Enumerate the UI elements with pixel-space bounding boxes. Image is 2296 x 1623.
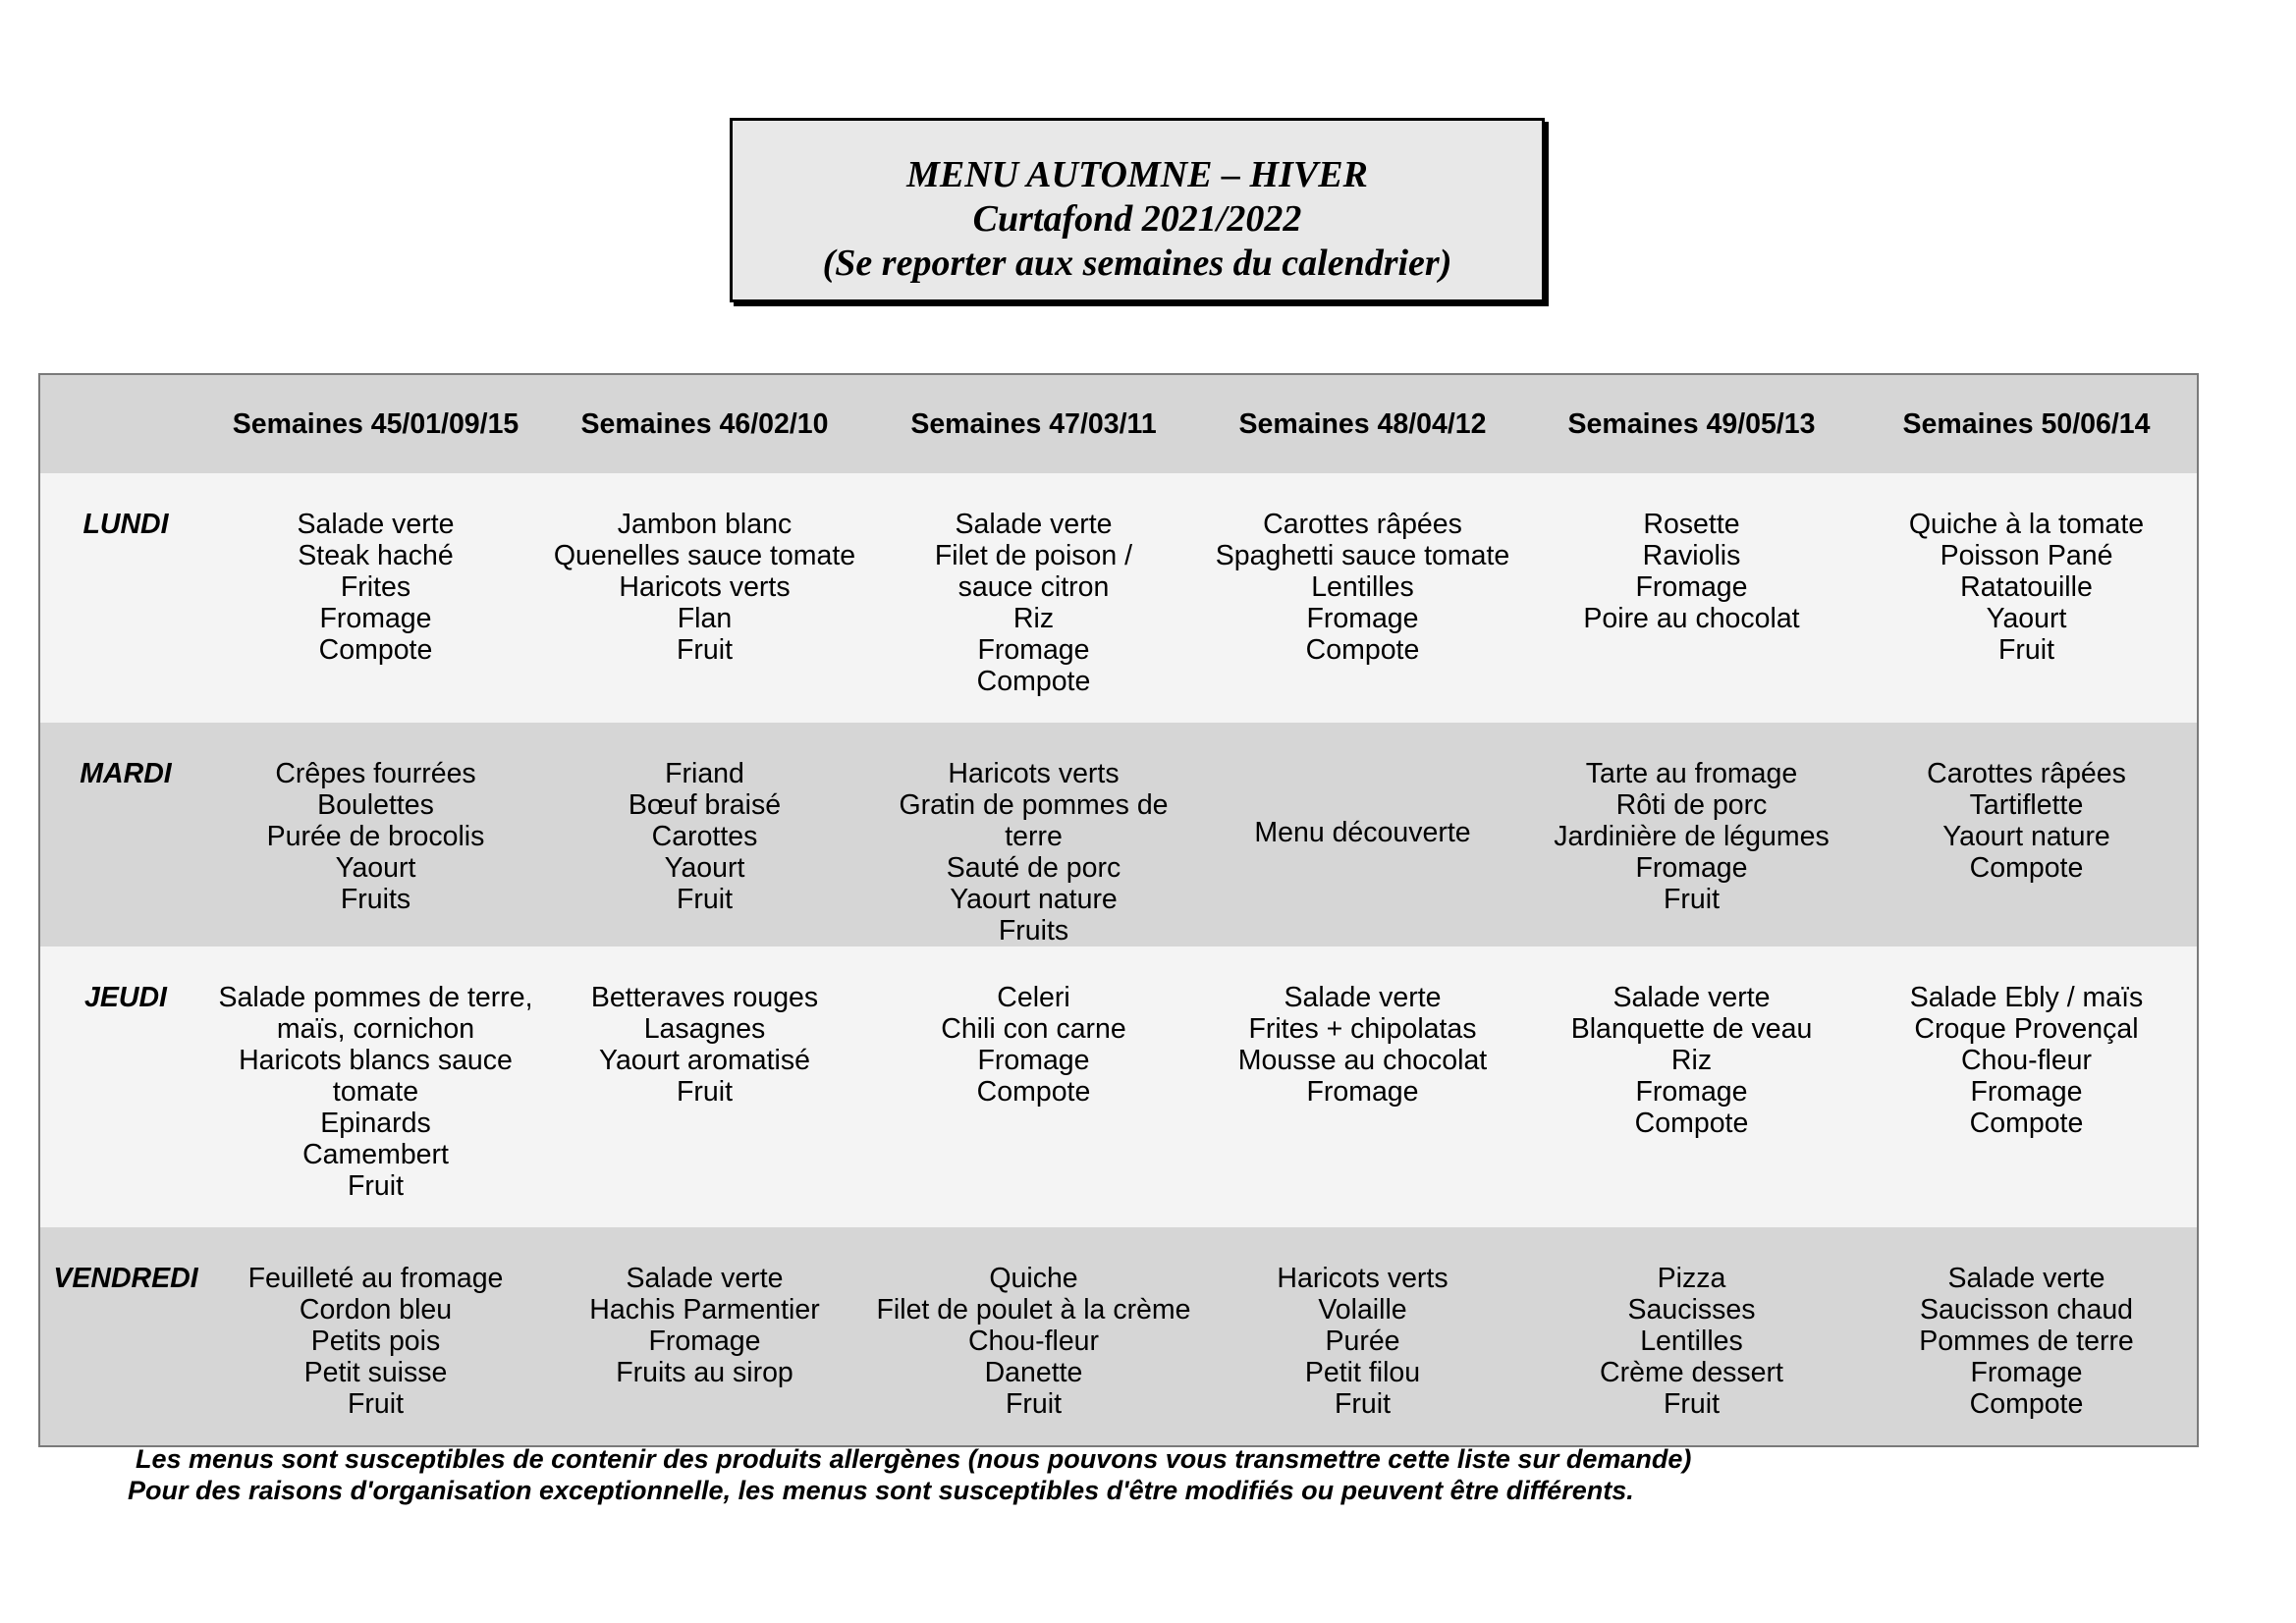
menu-items — [540, 473, 869, 666]
menu-item: Saucisses — [1627, 1294, 1756, 1325]
column-header: Semaines 47/03/11 — [869, 374, 1198, 473]
day-label — [39, 1227, 211, 1446]
menu-cell — [1527, 473, 1856, 723]
menu-item: Fruits — [340, 884, 411, 915]
menu-item: Bœuf braisé — [628, 789, 782, 821]
menu-item: Compote — [318, 634, 433, 666]
menu-cell — [1198, 723, 1527, 947]
menu-cell — [869, 473, 1198, 723]
menu-items — [1527, 1227, 1856, 1420]
column-header: Semaines 48/04/12 — [1198, 374, 1527, 473]
menu-item: Fruit — [677, 884, 733, 915]
menu-item: Fruit — [1335, 1388, 1391, 1420]
menu-items — [540, 1227, 869, 1388]
menu-item: Epinards — [320, 1108, 431, 1139]
menu-item: Gratin de pommes de — [899, 789, 1169, 821]
menu-item: Crème dessert — [1600, 1357, 1783, 1388]
menu-item: Yaourt — [664, 852, 745, 884]
day-name: LUNDI — [82, 509, 169, 540]
menu-item: Filet de poulet à la crème — [876, 1294, 1191, 1325]
menu-items — [869, 473, 1198, 697]
menu-item: Fromage — [319, 603, 432, 634]
menu-item: Poisson Pané — [1940, 540, 2113, 571]
day-name: MARDI — [80, 758, 172, 789]
menu-items — [1856, 473, 2197, 666]
menu-item: Haricots verts — [1277, 1263, 1449, 1294]
menu-item: Salade verte — [297, 509, 455, 540]
menu-cell — [211, 947, 540, 1227]
menu-items — [1198, 1227, 1527, 1420]
menu-items — [1198, 473, 1527, 666]
footnotes — [128, 1443, 1691, 1506]
menu-item: Steak haché — [298, 540, 454, 571]
menu-item: Fruit — [1998, 634, 2054, 666]
menu-item: Hachis Parmentier — [589, 1294, 820, 1325]
title-box — [730, 118, 1545, 302]
column-header: Semaines 49/05/13 — [1527, 374, 1856, 473]
menu-item: Petits pois — [310, 1325, 441, 1357]
menu-item: Salade pommes de terre, — [218, 982, 533, 1013]
menu-item: Salade verte — [626, 1263, 784, 1294]
menu-items — [1198, 947, 1527, 1108]
menu-item: Ratatouille — [1960, 571, 2093, 603]
menu-cell — [1856, 473, 2198, 723]
menu-item: Fruit — [1006, 1388, 1062, 1420]
footnote-allergens: Les menus sont susceptibles de contenir des produits allergènes (nous pouvons vous transmettre cette liste sur demande) — [136, 1444, 1692, 1474]
header-row — [39, 374, 2198, 473]
menu-item: Carottes râpées — [1263, 509, 1462, 540]
menu-cell — [1198, 947, 1527, 1227]
menu-item: Petit filou — [1304, 1357, 1421, 1388]
menu-item: Frites — [340, 571, 411, 603]
menu-cell — [1527, 1227, 1856, 1446]
menu-item: Compote — [976, 1076, 1091, 1108]
menu-item: Camembert — [302, 1139, 449, 1170]
menu-item: Yaourt — [335, 852, 416, 884]
menu-item: Compote — [1634, 1108, 1749, 1139]
menu-item: Petit suisse — [303, 1357, 448, 1388]
menu-items — [1527, 473, 1856, 634]
menu-items — [869, 947, 1198, 1108]
day-label — [39, 473, 211, 723]
menu-item: Sauté de porc — [946, 852, 1121, 884]
menu-item: Haricots verts — [619, 571, 791, 603]
menu-item: Lasagnes — [643, 1013, 766, 1045]
menu-items — [211, 1227, 540, 1420]
menu-item: tomate — [332, 1076, 419, 1108]
menu-item: Fromage — [1635, 852, 1748, 884]
menu-item: Riz — [1670, 1045, 1713, 1076]
day-label — [39, 947, 211, 1227]
table-row — [39, 1227, 2198, 1446]
menu-item: Tarte au fromage — [1585, 758, 1798, 789]
title-line-2: Curtafond 2021/2022 — [972, 197, 1302, 240]
menu-item: Salade verte — [1947, 1263, 2105, 1294]
menu-items — [1856, 1227, 2197, 1420]
menu-cell — [869, 947, 1198, 1227]
menu-item: Frites + chipolatas — [1248, 1013, 1477, 1045]
menu-cell — [869, 723, 1198, 947]
menu-item: Fromage — [977, 1045, 1090, 1076]
menu-cell — [1527, 723, 1856, 947]
menu-item: Fromage — [1970, 1357, 2083, 1388]
menu-table — [38, 373, 2199, 1447]
menu-item: Rosette — [1643, 509, 1740, 540]
menu-item: Pizza — [1657, 1263, 1726, 1294]
menu-cell — [211, 473, 540, 723]
menu-items — [1527, 947, 1856, 1139]
menu-cell — [1527, 947, 1856, 1227]
menu-item: Haricots verts — [948, 758, 1120, 789]
menu-item: Tartiflette — [1969, 789, 2084, 821]
menu-item: Spaghetti sauce tomate — [1215, 540, 1510, 571]
menu-item: Fromage — [977, 634, 1090, 666]
menu-item: Jardinière de légumes — [1554, 821, 1830, 852]
menu-items — [211, 473, 540, 666]
menu-items — [869, 1227, 1198, 1420]
menu-items — [1856, 723, 2197, 884]
table-row — [39, 947, 2198, 1227]
menu-cell — [1856, 723, 2198, 947]
menu-item: Salade Ebly / maïs — [1909, 982, 2144, 1013]
menu-item: Celeri — [997, 982, 1070, 1013]
menu-item: Fromage — [1635, 571, 1748, 603]
menu-item: Fruit — [677, 634, 733, 666]
menu-item: Compote — [1969, 1388, 2084, 1420]
menu-item: Yaourt nature — [1942, 821, 2110, 852]
menu-item: Quiche à la tomate — [1908, 509, 2145, 540]
menu-cell — [1198, 1227, 1527, 1446]
menu-item: Quiche — [989, 1263, 1078, 1294]
menu-item: Cordon bleu — [299, 1294, 453, 1325]
menu-cell — [1856, 947, 2198, 1227]
column-header: Semaines 50/06/14 — [1856, 374, 2198, 473]
menu-item: Salade verte — [955, 509, 1113, 540]
menu-item: Salade verte — [1613, 982, 1771, 1013]
menu-item: Betteraves rouges — [590, 982, 819, 1013]
menu-items — [211, 723, 540, 915]
menu-item: Fruit — [1664, 1388, 1720, 1420]
column-header: Semaines 45/01/09/15 — [211, 374, 540, 473]
menu-items — [1856, 947, 2197, 1139]
menu-item: Fromage — [1970, 1076, 2083, 1108]
menu-item: Haricots blancs sauce — [239, 1045, 513, 1076]
menu-item: Volaille — [1318, 1294, 1407, 1325]
menu-item: Chou-fleur — [967, 1325, 1100, 1357]
menu-item: Menu découverte — [1254, 817, 1471, 848]
menu-item: maïs, cornichon — [276, 1013, 475, 1045]
menu-item: Yaourt — [1986, 603, 2067, 634]
menu-item: Quenelles sauce tomate — [553, 540, 856, 571]
menu-item: Compote — [1969, 852, 2084, 884]
menu-item: Fruit — [348, 1170, 404, 1202]
title-line-3: (Se reporter aux semaines du calendrier) — [822, 242, 1452, 284]
menu-item: Poire au chocolat — [1583, 603, 1800, 634]
menu-item: Compote — [1305, 634, 1420, 666]
menu-item: Pommes de terre — [1919, 1325, 2134, 1357]
menu-item: Compote — [976, 666, 1091, 697]
menu-item: Danette — [984, 1357, 1083, 1388]
menu-item: Carottes — [651, 821, 758, 852]
menu-item: Fruit — [677, 1076, 733, 1108]
menu-item: Fromage — [648, 1325, 761, 1357]
title-line-1: MENU AUTOMNE – HIVER — [906, 153, 1368, 195]
menu-items — [869, 723, 1198, 947]
menu-items — [211, 947, 540, 1202]
menu-cell — [540, 473, 869, 723]
menu-item: Mousse au chocolat — [1237, 1045, 1488, 1076]
menu-item: Fromage — [1306, 603, 1419, 634]
menu-item: Feuilleté au fromage — [247, 1263, 504, 1294]
menu-items — [1527, 723, 1856, 915]
menu-item: Fromage — [1306, 1076, 1419, 1108]
header-corner — [39, 374, 211, 473]
menu-item: Fruit — [1664, 884, 1720, 915]
menu-item: Boulettes — [317, 789, 434, 821]
menu-item: Crêpes fourrées — [275, 758, 476, 789]
menu-item: Jambon blanc — [617, 509, 793, 540]
menu-item: Chou-fleur — [1960, 1045, 2093, 1076]
menu-cell — [211, 723, 540, 947]
menu-item: Rôti de porc — [1615, 789, 1768, 821]
menu-cell — [540, 1227, 869, 1446]
menu-item: Salade verte — [1284, 982, 1442, 1013]
menu-item: Compote — [1969, 1108, 2084, 1139]
menu-cell — [1856, 1227, 2198, 1446]
menu-cell — [540, 723, 869, 947]
menu-item: Raviolis — [1642, 540, 1741, 571]
menu-item: Purée de brocolis — [266, 821, 485, 852]
menu-items — [540, 947, 869, 1108]
menu-item: Fruit — [348, 1388, 404, 1420]
day-name: JEUDI — [84, 982, 167, 1013]
footnote-changes: Pour des raisons d'organisation exceptionnelle, les menus sont susceptibles d'être modifiés ou peuvent être différents. — [128, 1476, 1634, 1505]
menu-item: Flan — [677, 603, 733, 634]
menu-item: Fruits au sirop — [616, 1357, 793, 1388]
day-name: VENDREDI — [53, 1263, 198, 1294]
menu-item: Friand — [665, 758, 744, 789]
menu-item: terre — [1005, 821, 1063, 852]
menu-items — [1198, 723, 1527, 943]
menu-items — [540, 723, 869, 915]
menu-item: Riz — [1012, 603, 1055, 634]
menu-item: Purée — [1325, 1325, 1400, 1357]
menu-item: Yaourt aromatisé — [599, 1045, 810, 1076]
column-header: Semaines 46/02/10 — [540, 374, 869, 473]
menu-item: Chili con carne — [941, 1013, 1126, 1045]
menu-item: Saucisson chaud — [1919, 1294, 2134, 1325]
menu-item: Yaourt nature — [950, 884, 1118, 915]
menu-cell — [869, 1227, 1198, 1446]
menu-item: Lentilles — [1640, 1325, 1743, 1357]
menu-item: Filet de poison / — [934, 540, 1133, 571]
table-row — [39, 723, 2198, 947]
table-row — [39, 473, 2198, 723]
menu-item: Lentilles — [1311, 571, 1414, 603]
menu-item: Croque Provençal — [1914, 1013, 2139, 1045]
menu-item: Blanquette de veau — [1570, 1013, 1813, 1045]
menu-item: Carottes râpées — [1927, 758, 2126, 789]
menu-cell — [1198, 473, 1527, 723]
menu-cell — [540, 947, 869, 1227]
menu-item: sauce citron — [957, 571, 1110, 603]
menu-item: Fromage — [1635, 1076, 1748, 1108]
menu-cell — [211, 1227, 540, 1446]
menu-item: Fruits — [998, 915, 1069, 947]
day-label — [39, 723, 211, 947]
